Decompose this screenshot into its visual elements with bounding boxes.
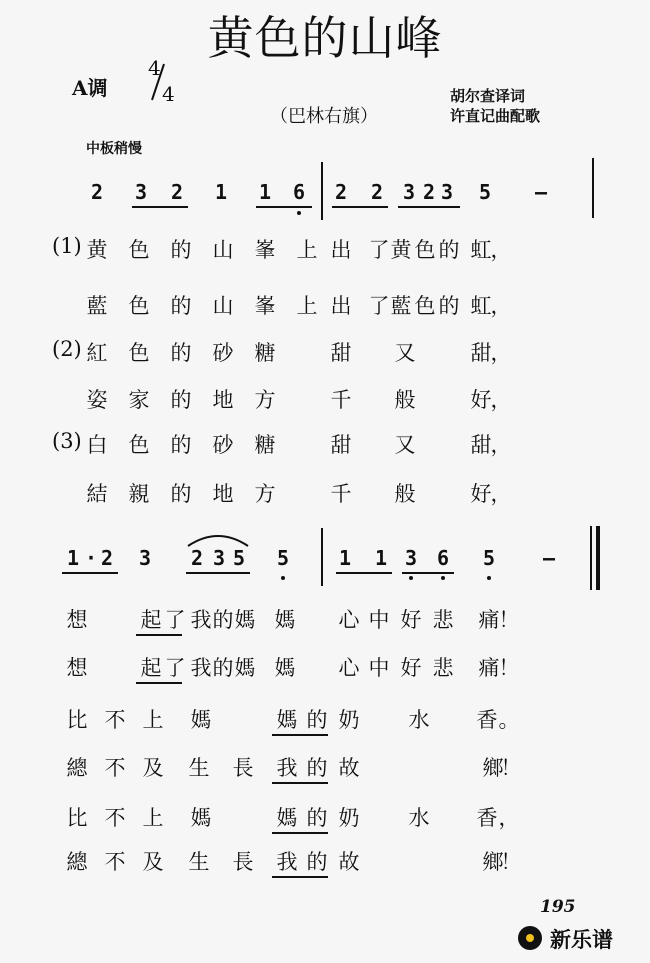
note: 1 — [338, 546, 352, 570]
lyric-char: 的 — [170, 341, 192, 365]
note: 5 — [232, 546, 246, 570]
lyric-char: 香 — [476, 806, 498, 830]
lyric-char: 山 — [212, 238, 234, 262]
lyric-char: 奶 — [338, 708, 360, 732]
lyric-char: 奶 — [338, 806, 360, 830]
lyric-char: 媽 — [276, 806, 298, 830]
lyric-char: 不 — [104, 806, 126, 830]
underline — [62, 572, 118, 574]
lyric-char: 色 — [128, 433, 150, 457]
lyric-char: 甜 — [470, 341, 492, 365]
lyric-char: 的 — [306, 850, 328, 874]
time-signature-bottom: 4 — [162, 82, 175, 106]
barline — [321, 162, 323, 220]
lyric-char: 出 — [330, 238, 352, 262]
note-dash: — — [534, 180, 548, 204]
note: 3 — [404, 546, 418, 570]
lyric-underline — [272, 832, 328, 834]
lyric-underline — [272, 876, 328, 878]
note: 2 — [170, 180, 184, 204]
lyric-char: 我 — [190, 608, 212, 632]
lyric-char: 悲 — [432, 608, 454, 632]
lyric-char: ， — [490, 294, 512, 318]
lyric-char: 水 — [408, 708, 430, 732]
lyric-char: 媽 — [234, 608, 256, 632]
note: 3 — [440, 180, 454, 204]
lyric-char: ！ — [498, 608, 520, 632]
underline — [132, 206, 188, 208]
lyric-char: 好 — [470, 388, 492, 412]
lyric-char: ， — [490, 238, 512, 262]
lyric-char: 般 — [394, 482, 416, 506]
note: 5 — [482, 546, 496, 570]
time-signature-top: 4 — [148, 56, 161, 80]
lyric-char: 痛 — [478, 656, 500, 680]
lyric-char: 了 — [164, 608, 186, 632]
lyric-underline — [272, 734, 328, 736]
lyric-char: 比 — [66, 806, 88, 830]
lyric-char: 的 — [170, 238, 192, 262]
lyric-char: 媽 — [276, 708, 298, 732]
lyric-line — [0, 652, 650, 684]
low-octave-dot — [441, 576, 445, 580]
lyric-char: 了 — [368, 294, 390, 318]
note: 3 — [138, 546, 152, 570]
lyric-char: 。 — [498, 708, 520, 732]
notation-line-2 — [0, 546, 650, 586]
lyric-char: 故 — [338, 850, 360, 874]
lyric-char: 了 — [368, 238, 390, 262]
lyric-char: ， — [490, 341, 512, 365]
key-signature: A调 — [72, 76, 108, 100]
verse-number: (2) — [52, 337, 82, 361]
lyric-char: ！ — [500, 756, 522, 780]
note: 2 — [370, 180, 384, 204]
lyric-char: 色 — [128, 294, 150, 318]
lyric-char: 水 — [408, 806, 430, 830]
lyric-char: 好 — [400, 656, 422, 680]
lyric-char: 總 — [66, 850, 88, 874]
slur — [184, 530, 252, 548]
note: 6 — [436, 546, 450, 570]
underline — [398, 206, 460, 208]
lyric-char: 中 — [368, 608, 390, 632]
lyric-char: 媽 — [234, 656, 256, 680]
lyric-char: 了 — [164, 656, 186, 680]
lyric-char: 的 — [306, 806, 328, 830]
lyric-char: 的 — [170, 294, 192, 318]
lyric-char: 媽 — [274, 656, 296, 680]
lyric-char: 地 — [212, 388, 234, 412]
lyric-char: 又 — [394, 341, 416, 365]
lyric-char: 鄉 — [482, 850, 504, 874]
lyric-char: 藍 — [86, 294, 108, 318]
lyric-line — [0, 802, 650, 834]
note: 1 — [214, 180, 228, 204]
lyric-char: 方 — [254, 482, 276, 506]
lyric-underline — [272, 782, 328, 784]
barline — [592, 158, 594, 218]
lyric-char: 色 — [414, 294, 436, 318]
lyric-char: 的 — [438, 238, 460, 262]
lyric-char: 我 — [190, 656, 212, 680]
lyric-char: 及 — [142, 850, 164, 874]
lyric-line — [0, 429, 650, 461]
song-title: 黄色的山峰 — [207, 11, 443, 65]
lyric-char: 甜 — [470, 433, 492, 457]
lyric-char: 媽 — [190, 708, 212, 732]
lyric-underline — [136, 634, 182, 636]
time-signature — [142, 56, 182, 106]
note: 1 — [258, 180, 272, 204]
note: 2 — [422, 180, 436, 204]
underline — [256, 206, 312, 208]
note: 2 — [90, 180, 104, 204]
lyric-underline — [136, 682, 182, 684]
lyric-char: 媽 — [274, 608, 296, 632]
note: 3 — [402, 180, 416, 204]
credit-music: 许直记曲配歌 — [450, 107, 541, 125]
lyric-char: 不 — [104, 708, 126, 732]
lyric-line — [0, 384, 650, 416]
lyric-line — [0, 337, 650, 369]
lyric-char: 甜 — [330, 433, 352, 457]
lyric-char: 砂 — [212, 433, 234, 457]
note: 3 — [212, 546, 226, 570]
lyric-char: 峯 — [254, 238, 276, 262]
low-octave-dot — [281, 576, 285, 580]
lyric-char: 的 — [306, 756, 328, 780]
lyric-char: 色 — [414, 238, 436, 262]
song-origin: （巴林右旗） — [270, 106, 378, 127]
lyric-char: 媽 — [190, 806, 212, 830]
lyric-char: 糖 — [254, 433, 276, 457]
lyric-char: 不 — [104, 850, 126, 874]
lyric-char: 的 — [170, 388, 192, 412]
lyric-char: 的 — [438, 294, 460, 318]
note: 2 — [100, 546, 114, 570]
lyric-char: 好 — [470, 482, 492, 506]
lyric-char: 不 — [104, 756, 126, 780]
lyric-char: 砂 — [212, 341, 234, 365]
lyric-line — [0, 604, 650, 636]
lyric-char: 心 — [338, 656, 360, 680]
low-octave-dot — [297, 211, 301, 215]
lyric-line — [0, 478, 650, 510]
lyric-char: 又 — [394, 433, 416, 457]
lyric-char: 結 — [86, 482, 108, 506]
underline — [332, 206, 388, 208]
final-barline-thin — [590, 526, 592, 590]
lyric-char: 甜 — [330, 341, 352, 365]
lyric-char: 的 — [170, 482, 192, 506]
verse-number: (1) — [52, 234, 82, 258]
lyric-char: 般 — [394, 388, 416, 412]
page-number: 195 — [540, 897, 576, 917]
watermark-text: 新乐谱 — [550, 928, 613, 952]
tempo-marking: 中板稍慢 — [86, 141, 142, 157]
lyric-line — [0, 290, 650, 322]
note: 1 — [374, 546, 388, 570]
watermark-logo — [514, 922, 644, 958]
lyric-char: ！ — [500, 850, 522, 874]
lyric-line — [0, 752, 650, 784]
lyric-char: 想 — [66, 608, 88, 632]
lyric-char: 黄 — [86, 238, 108, 262]
lyric-char: 悲 — [432, 656, 454, 680]
lyric-line — [0, 846, 650, 878]
note-dash: — — [542, 546, 556, 570]
lyric-char: 的 — [170, 433, 192, 457]
lyric-char: 痛 — [478, 608, 500, 632]
lyric-char: 千 — [330, 388, 352, 412]
final-barline-thick — [596, 526, 600, 590]
lyric-char: ！ — [498, 656, 520, 680]
lyric-char: 方 — [254, 388, 276, 412]
lyric-char: 家 — [128, 388, 150, 412]
lyric-char: 親 — [128, 482, 150, 506]
lyric-char: 藍 — [390, 294, 412, 318]
lyric-char: ， — [490, 482, 512, 506]
lyric-char: 故 — [338, 756, 360, 780]
note: 1 — [66, 546, 80, 570]
lyric-char: ， — [498, 806, 520, 830]
lyric-char: 糖 — [254, 341, 276, 365]
barline — [321, 528, 323, 586]
lyric-char: 白 — [86, 433, 108, 457]
note: 5 — [276, 546, 290, 570]
note: 2 — [190, 546, 204, 570]
lyric-char: 峯 — [254, 294, 276, 318]
lyric-char: 地 — [212, 482, 234, 506]
underline — [402, 572, 454, 574]
lyric-char: 的 — [306, 708, 328, 732]
lyric-char: 比 — [66, 708, 88, 732]
lyric-char: 紅 — [86, 341, 108, 365]
lyric-char: 心 — [338, 608, 360, 632]
lyric-char: 千 — [330, 482, 352, 506]
lyric-char: 鄉 — [482, 756, 504, 780]
lyric-char: 黄 — [390, 238, 412, 262]
lyric-char: 中 — [368, 656, 390, 680]
lyric-char: 的 — [212, 656, 234, 680]
lyric-char: 及 — [142, 756, 164, 780]
lyric-char: 生 — [188, 850, 210, 874]
lyric-char: 起 — [140, 608, 162, 632]
lyric-char: 總 — [66, 756, 88, 780]
lyric-char: 色 — [128, 341, 150, 365]
lyric-char: 的 — [212, 608, 234, 632]
lyric-char: 虹 — [470, 238, 492, 262]
credit-lyrics: 胡尔查译词 — [450, 87, 526, 105]
lyric-char: ， — [490, 388, 512, 412]
note: 5 — [478, 180, 492, 204]
note: 3 — [134, 180, 148, 204]
lyric-char: 我 — [276, 756, 298, 780]
song-credits — [450, 86, 540, 126]
lyric-line — [0, 234, 650, 266]
lyric-char: 上 — [142, 806, 164, 830]
lyric-char: 姿 — [86, 388, 108, 412]
lyric-char: 長 — [232, 756, 254, 780]
lyric-char: 色 — [128, 238, 150, 262]
note: 2 — [334, 180, 348, 204]
lyric-char: 上 — [296, 238, 318, 262]
lyric-char: 山 — [212, 294, 234, 318]
verse-number: (3) — [52, 429, 82, 453]
lyric-char: 出 — [330, 294, 352, 318]
lyric-char: 上 — [142, 708, 164, 732]
notation-line-1 — [0, 180, 650, 220]
lyric-char: 我 — [276, 850, 298, 874]
lyric-line — [0, 704, 650, 736]
underline — [186, 572, 250, 574]
low-octave-dot — [487, 576, 491, 580]
low-octave-dot — [409, 576, 413, 580]
augmentation-dot: · — [84, 546, 98, 570]
lyric-char: 長 — [232, 850, 254, 874]
lyric-char: 上 — [296, 294, 318, 318]
lyric-char: 虹 — [470, 294, 492, 318]
lyric-char: ， — [490, 433, 512, 457]
underline — [336, 572, 392, 574]
record-disc-icon — [518, 926, 542, 950]
lyric-char: 起 — [140, 656, 162, 680]
lyric-char: 好 — [400, 608, 422, 632]
lyric-char: 生 — [188, 756, 210, 780]
lyric-char: 想 — [66, 656, 88, 680]
note: 6 — [292, 180, 306, 204]
lyric-char: 香 — [476, 708, 498, 732]
